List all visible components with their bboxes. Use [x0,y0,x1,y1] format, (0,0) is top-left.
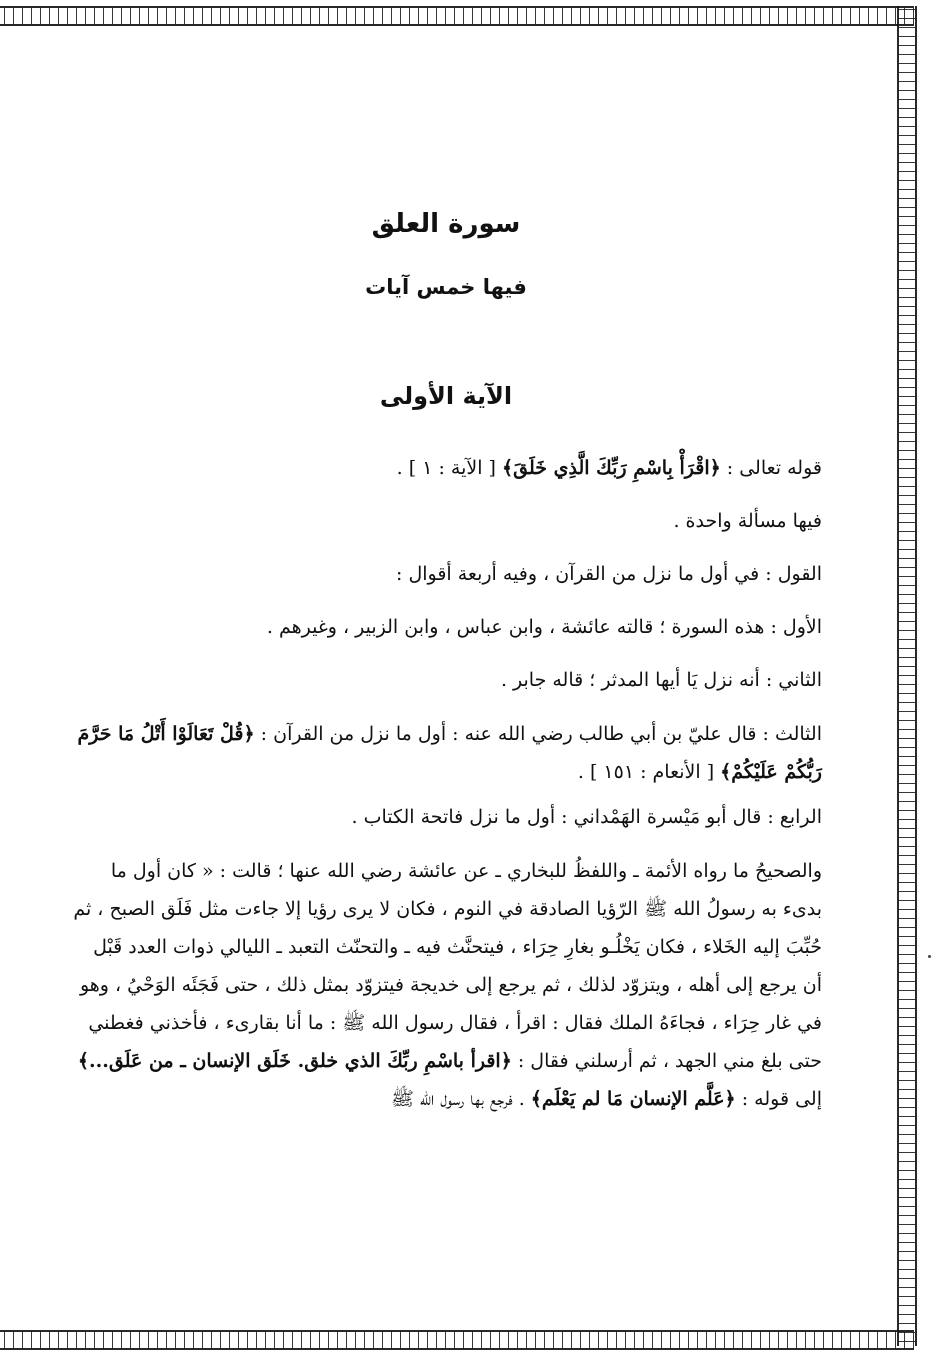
ornamental-border-top [0,6,914,26]
verse-quote: ﴿اقْرَأْ بِاسْمِ رَبِّكَ الَّذِي خَلَقَ﴾ [501,457,721,479]
opinion-third-quote: ﴿قُلْ تَعَالَوْا أَتْلُ مَا حَرَّمَ رَبُّكُمْ عَلَيْكُمْ﴾ [77,723,822,783]
surah-title: سورة العلق [371,209,521,239]
hadith-text-a: والصحيحُ ما رواه الأئمة ـ واللفظُ للبخاري ـ عن عائشة رضي الله عنها ؛ قالت : « كان أول ما بدىء به رسولُ الله ﷺ الرّؤيا الصادقة في النوم ، فكان لا يرى رؤيا إلا جاءت مثل فَلَق الصبح ، ثم حُبِّبَ إليه الخَلاء ، فكان يَخْلُـو بغارِ حِرَاء ، فيتحنَّث فيه ـ والتحنّث التعبد ـ الليالي ذوات العدد قَبْل أن يرجع إلى أهله ، ويتزوّد لذلك ، ثم يرجع إلى خديجة فيتزوّد بمثل ذلك ، حتى فَجَئَه الوَحْيُ ، وهو في غار حِرَاء ، فجاءَهُ الملك فقال : اقرأ ، فقال رسول الله ﷺ : ما أنا بقارىء ، فأخذني فغطني حتى بلغ مني الجهد ، ثم أرسلني فقال : [73,860,822,1072]
paragraph-opinion-fourth: الرابع : قال أبو مَيْسرة الهَمْداني : أول ما نزل فاتحة الكتاب . [351,806,822,828]
margin-dot [928,955,931,958]
paragraph-verse-citation [70,442,822,495]
surah-subtitle: فيها خمس آيات [365,275,527,299]
paragraph-first-revealed: القول : في أول ما نزل من القرآن ، وفيه أربعة أقوال : [396,563,822,585]
ornamental-border-bottom [0,1330,914,1350]
hadith-text-c: . فرجع بها رسول الله ﷺ [390,1088,531,1110]
paragraph-opinion-third [70,715,822,791]
paragraph-opinion-second: الثاني : أنه نزل يَا أيها المدثر ؛ قاله جابر . [500,669,822,691]
hadith-quote-second: ﴿عَلَّم الإنسان مَا لم يَعْلَم﴾ [530,1088,736,1110]
ayah-heading: الآية الأولى [379,382,513,410]
paragraph-issue-count: فيها مسألة واحدة . [673,510,822,532]
opinion-third-intro: الثالث : قال عليّ بن أبي طالب رضي الله عنه : أول ما نزل من القرآن : [254,723,822,745]
verse-reference: [ الآية : ١ ] . [396,457,502,479]
verse-intro: قوله تعالى : [720,457,822,479]
paragraph-hadith [70,852,822,1118]
hadith-text-b: إلى قوله : [735,1088,822,1110]
page-body [70,190,822,1118]
hadith-quote-first: ﴿اقرأ باسْمِ ربِّكَ الذي خلق. خَلَق الإنسان ـ من عَلَق...﴾ [77,1050,512,1072]
ornamental-border-right [897,6,917,1346]
opinion-third-reference: [ الأنعام : ١٥١ ] . [577,761,721,783]
paragraph-opinion-first: الأول : هذه السورة ؛ قالته عائشة ، وابن عباس ، وابن الزبير ، وغيرهم . [266,616,822,638]
